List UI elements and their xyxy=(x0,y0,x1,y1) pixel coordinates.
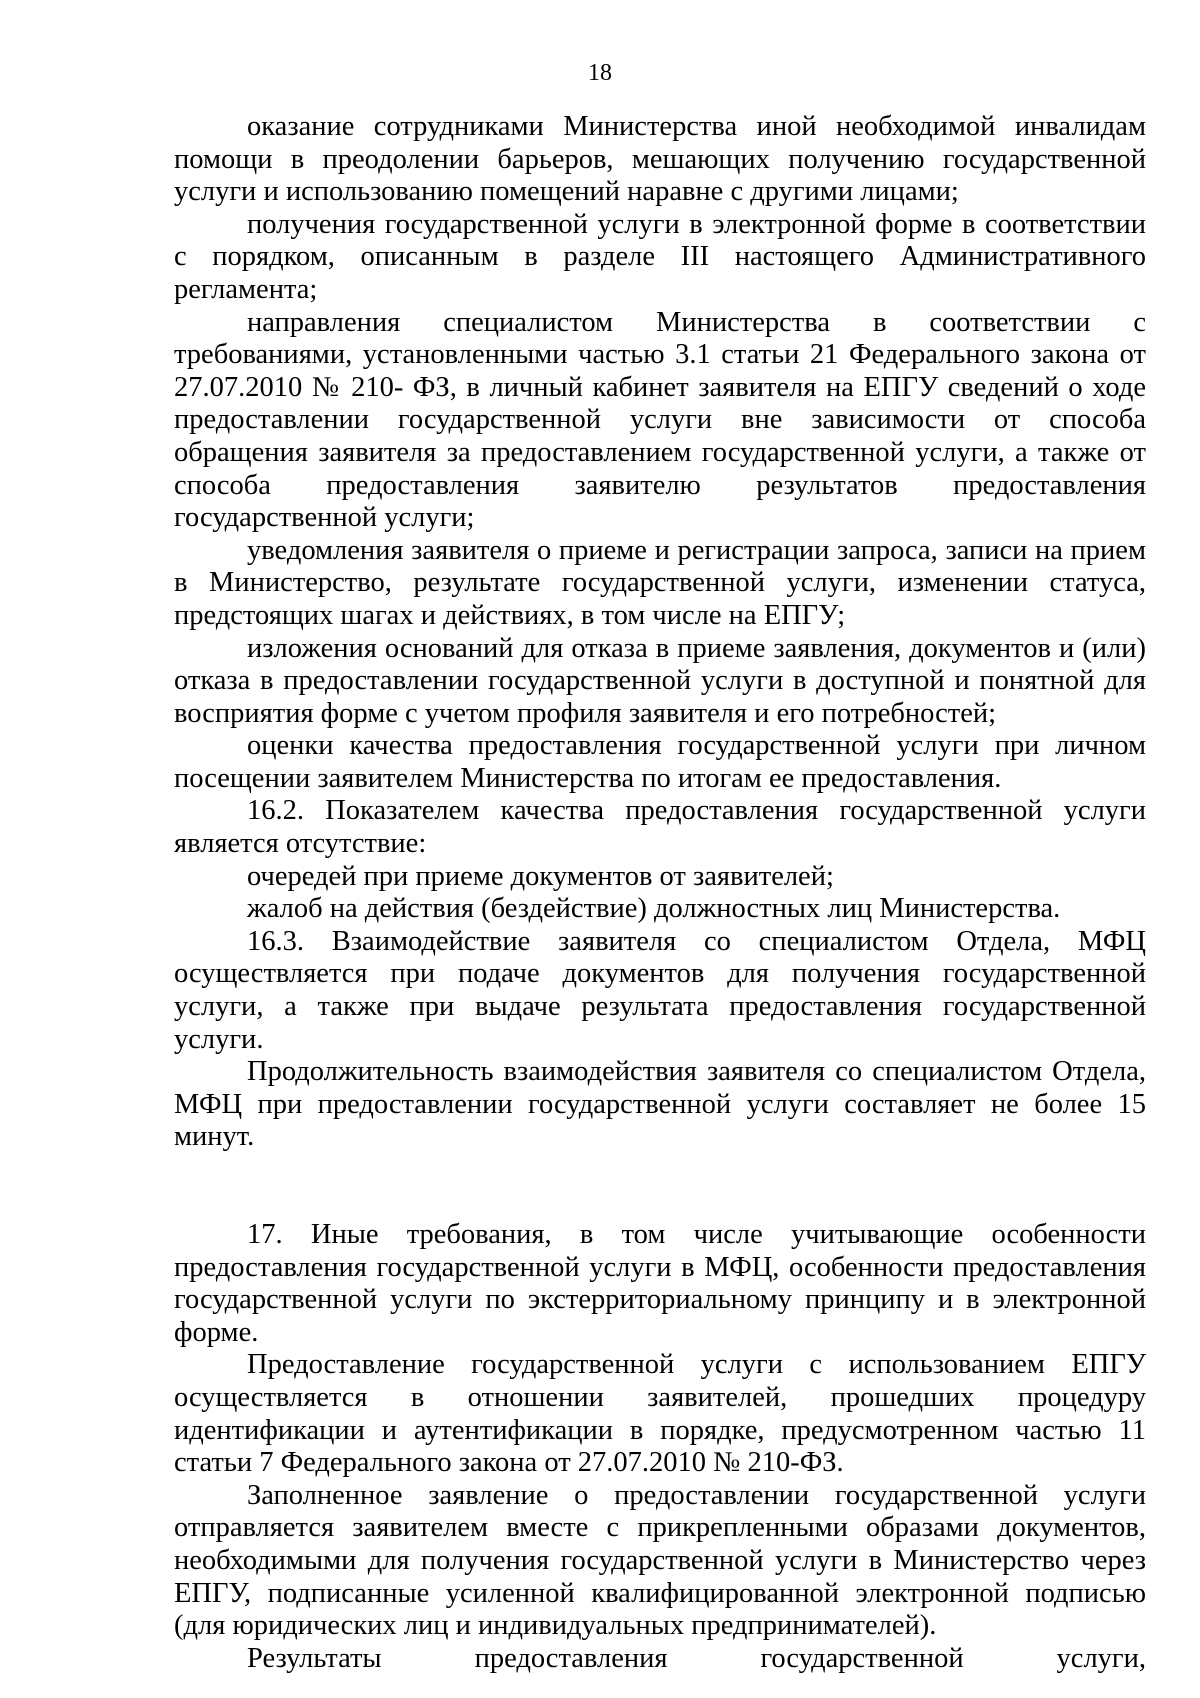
paragraph-quality-assessment: оценки качества предоставления государственной услуги при личном посещении заявителем Министерства по итогам ее предоставления. xyxy=(174,730,1146,794)
paragraph-16-3: 16.3. Взаимодействие заявителя со специалистом Отдела, МФЦ осуществляется при подаче документов для получения государственной услуги, а также при выдаче результата предоставления государственной услуги. xyxy=(174,925,1146,1055)
paragraph-status-info: направления специалистом Министерства в соответствии с требованиями, установленными частью 3.1 статьи 21 Федерального закона от 27.07.2010 № 210- ФЗ, в личный кабинет заявителя на ЕПГУ сведений о ходе предоставлении государственной услуги вне зависимости от способа обращения заявителя за предоставлением государственной услуги, а также от способа предоставления заявителю результатов предоставления государственной услуги; xyxy=(174,306,1146,534)
paragraph-duration: Продолжительность взаимодействия заявителя со специалистом Отдела, МФЦ при предоставлении государственной услуги составляет не более 15 минут. xyxy=(174,1056,1146,1153)
paragraph-results: Результаты предоставления государственной услуги, xyxy=(247,1642,1146,1674)
paragraph-application-submission: Заполненное заявление о предоставлении государственной услуги отправляется заявителем вместе с прикрепленными образами документов, необходимыми для получения государственной услуги в Министерство через ЕПГУ, подписанные усиленной квалифицированной электронной подписью (для юридических лиц и индивидуальных предпринимателей). xyxy=(174,1479,1146,1642)
paragraph-section-17: 17. Иные требования, в том числе учитывающие особенности предоставления государственной услуги в МФЦ, особенности предоставления государственной услуги по экстерриториальному принципу и в электронной форме. xyxy=(174,1219,1146,1348)
paragraph-complaints: жалоб на действия (бездействие) должностных лиц Министерства. xyxy=(247,893,1061,925)
paragraph-assistance: оказание сотрудниками Министерства иной необходимой инвалидам помощи в преодолении барьеров, мешающих получению государственной услуги и использованию помещений наравне с другими лицами; xyxy=(174,111,1146,208)
paragraph-refusal-grounds: изложения оснований для отказа в приеме заявления, документов и (или) отказа в предоставлении государственной услуги в доступной и понятной для восприятия форме с учетом профиля заявителя и его потребностей; xyxy=(174,632,1146,729)
paragraph-epgu-usage: Предоставление государственной услуги с использованием ЕПГУ осуществляется в отношении заявителей, прошедших процедуру идентификации и аутентификации в порядке, предусмотренном частью 11 статьи 7 Федерального закона от 27.07.2010 № 210-ФЗ. xyxy=(174,1349,1146,1479)
paragraph-notifications: уведомления заявителя о приеме и регистрации запроса, записи на прием в Министерство, результате государственной услуги, изменении статуса, предстоящих шагах и действиях, в том числе на ЕПГУ; xyxy=(174,534,1146,631)
paragraph-electronic-form: получения государственной услуги в электронной форме в соответствии с порядком, описанным в разделе III настоящего Административного регламента; xyxy=(174,208,1146,305)
paragraph-queues: очередей при приеме документов от заявителей; xyxy=(247,860,834,892)
paragraph-16-2: 16.2. Показателем качества предоставления государственной услуги является отсутствие: xyxy=(174,795,1146,860)
section-spacer xyxy=(174,1154,1146,1219)
document-body xyxy=(174,111,1146,1675)
page-number: 18 xyxy=(588,60,612,86)
